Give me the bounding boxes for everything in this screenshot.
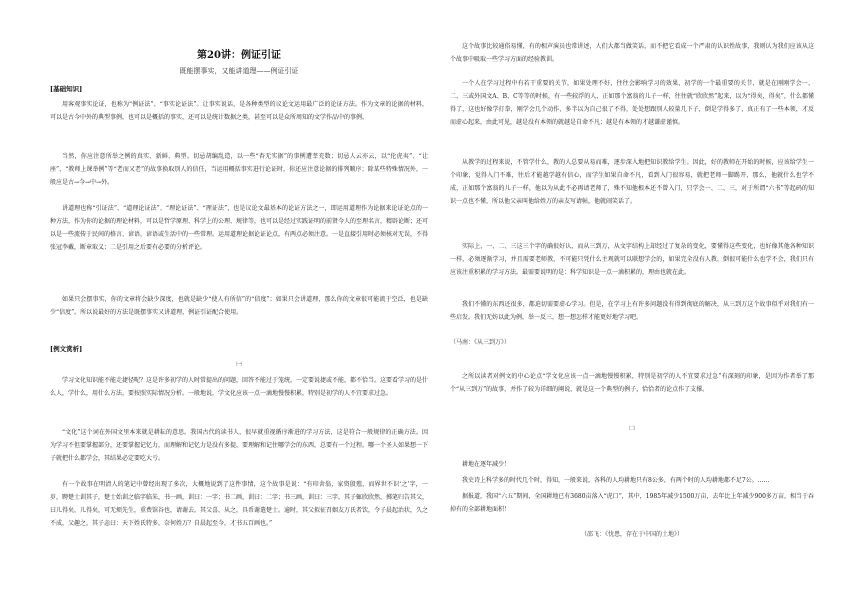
example-paragraph: “文化”这个词在外国文里本来就是耕耘的意思。我国古代的读书人，很早就重视循序渐进的学习方法，这是符合一般规律的正确方法。因为学习不但要掌握部分，还要掌握记忆力，而理解和记忆力是没有多提，要理解和记住哪学会的东西，总要有一个过程。哪一个圣人如果想一下子就把什么都学会，其结果必定要吃大亏。 bbox=[50, 429, 429, 462]
commentary-paragraph: 之所以读者对例文的中心论点“学文化应该一点一滴地慢慢积累，特别是初学的人不宜要求过急”有深刻的印象，是因为作者举了那个“从三到万”的故事，并作了较为详细的阐说，就是这一个典型的例子，恰恰者的论点作了支撑。 bbox=[450, 373, 814, 393]
example-source: （马南：《从三到万》） bbox=[450, 339, 511, 346]
analysis-paragraph: 实际上，一、二、三这三个字的确很好认，而从三到万，从文字结构上却经过了复杂的变化，要懂得这些变化，也好像其他各种知识一样，必须逐渐学习，并且需要老师教，不可能只凭什么主观就可以联想学会的，如果完全没有人教，倒很可能什么也学不会，我们只有应该注重积累的学习方法。最需要说明的是：科学知识是一点一滴积累的，理由也就在此。 bbox=[450, 243, 814, 276]
basics-paragraph: 讲道理也称“引证法”、“道理论证法”、“理论证法”、“理证法”，也是议论文最基本的论证方法之一，即运用道理作为论据来论证论点的一种方法，作为你的论据的理论材料，可以是哲学原理、科学上的公理、规律等，也可以是经过实践证明的前贤今人的至理名言，精辟论断；还可以是一些流传于民间的格言、谚语，谚语或生活中的一些常理。运用道理论据论证论点，有两点必须注意。一是直接引用时必须核对无误，不得张冠李戴，断章取义；二是引用之后要有必要的分析评论。 bbox=[50, 205, 429, 251]
page-subtitle: 既能摆事实，又能讲道理——例证引证 bbox=[179, 67, 299, 75]
example-number-two: ㈡ bbox=[629, 426, 635, 432]
examples-heading: [例文赏析] bbox=[50, 345, 83, 353]
example-two-paragraph: 据报道，我国“六五”期间，全国耕地已有3680亩落入“虎口”，其中，1985年减少1500万亩，去年比上年减少900多万亩，相当于吞掉有的全部耕地面积！ bbox=[450, 493, 814, 513]
analysis-paragraph: 从教学的过程来说，不管学什么，教的人总要从易而难，逐步深入地把知识教给学生。因此，好的教师在开始的时候，应该给学生一个印象，觉得入门不难，往后才能越学越有信心，而学生如果自命不凡，看到入门很容易，就把老师一脚踢开，那么，他就什么也学不成，正如那个富翁的儿子一样，他以为从此不必再请老师了，殊不知他根本还不曾入门，只学会一、二、三，对于所谓“六书”等起码的知识一点也不懂，所以他父亲叫他给姓万的亲友写请帖，他就闹笑话了。 bbox=[450, 159, 814, 205]
basics-paragraph: 当然，你应注意所举之例的真实、新鲜、典型。切忌胡编乱造，以一些“杏无实据”的事例遭莘充数；切忌人云亦云，以“伦虎夷”、“让座”、“教师上课举例”等“老而又老”的故事换取别人的信任，当运用概括事实进行论证时，你还应注意论据的排列顺序；除某些特殊情况外，一般应是古→今→中→外。 bbox=[50, 153, 428, 186]
basics-paragraph: 如果只会摆事实，你的文章将会缺少深度，也就是缺少“使人有所信”的“信度”；如果只会讲道理，那么你的文章很可能流于空泛，也是缺少“信度”。所以说最好的方法是既摆事实又讲道理，例证引证配合使用。 bbox=[50, 296, 428, 316]
page-title: 第20讲：例证引证 bbox=[197, 50, 281, 61]
analysis-paragraph: 这个故事比较通俗易懂，有的相声演员也常讲述，人们大都当做笑话，而不把它看成一个严肃的认识性故事，我则认为我们应该从这个故事中吸取一些学习方面的经验教训。 bbox=[450, 43, 814, 63]
analysis-paragraph: 我们不懂的东西还很多，都迫切需要虚心学习。但是，在学习上有许多问题没有得到彻底的解决，从三到万这个故事似乎对我们有一些启发。我们无妨以此为例，举一反三，想一想怎样才能更好地学习吧。 bbox=[450, 301, 814, 321]
example-number-one: ㈠ bbox=[236, 362, 242, 368]
analysis-paragraph: 一个人在学习过程中有若干重要的关节，如果处理不好，往往会影响学习的效果，初学的一个最重要的关节，就是在刚刚学会一、二、三或外国文A、B、C等等的时候，有一些较浮的人，正如那个富翁的儿子一样，往往就“欣欣然”起来，以为“得矣，得矣”，什么都懂得了，这也好像学打拳，刚学会几个动作，多半以为自己很了不得，处处想跟别人较量几下子，倒是学得多了，真正有了一些本领，才反而虚心起来，由此可见，越是没有本领的就越是自命不凡；越是有本领的才越谦虚谨慎。 bbox=[450, 80, 814, 126]
example-paragraph: 有一个故事在明清人的笔记中曾经出现了多次，大概地说到了这件事情，这个故事是说：“有印舍翁，家资殷殖，而界世不识‘之’字，一岁，聘楚士训其子，楚士始训之临字临朱，书一画，训曰：一字；书二画，训曰：二字；书三画，训曰：三字。其子辄欣欣然，掷笔归告其父，曰儿得矣，儿得矣，可无烦先生，重费馆谷也，请谢去。其父喜，从之，具币谢遣楚士。逾时，其父拟征召姻友万氏者饮，令子晨起治状，久之不成，父趣之，其子恚曰：天下姓氏特多，奈何姓万？自晨起至今，才书五百画也。” bbox=[50, 481, 429, 527]
basics-paragraph: 用客观事实论证，也称为“例证法”、“事实论证法”。让事实说话，是各种类型的议论文运用最广泛的论证方法。作为文章的论据的材料，可以是古今中外的典型事例，也可以是概括的事实，还可以是统计数据之类，甚至可以是众所周知的文学作品中的事例。 bbox=[50, 101, 428, 121]
example-two-paragraph: 我史诗上科学多的时代几个时，得知，一般来说，各科的人均耕地只有8公多，有两个时的人均耕地都不足7公。…… bbox=[462, 477, 770, 484]
example-paragraph: 学习文化知识能不能走捷径呢？这是许多初学的人时常提出的问题，回答不能过于笼统。一定要说捷或不能，都不恰当。这要看学习的是什么人，学什么，用什么方法。要按照实际情况分析。一般地说，学文化应该一点一滴地慢慢积累，特别是初学的人不宜要求过急。 bbox=[50, 377, 429, 397]
basics-heading: [基础知识] bbox=[50, 85, 83, 93]
example-two-source: （邵飞：《忧患，存在于中国的土地》） bbox=[580, 531, 683, 538]
example-two-paragraph: 耕地在逐年减少！ bbox=[462, 461, 511, 468]
